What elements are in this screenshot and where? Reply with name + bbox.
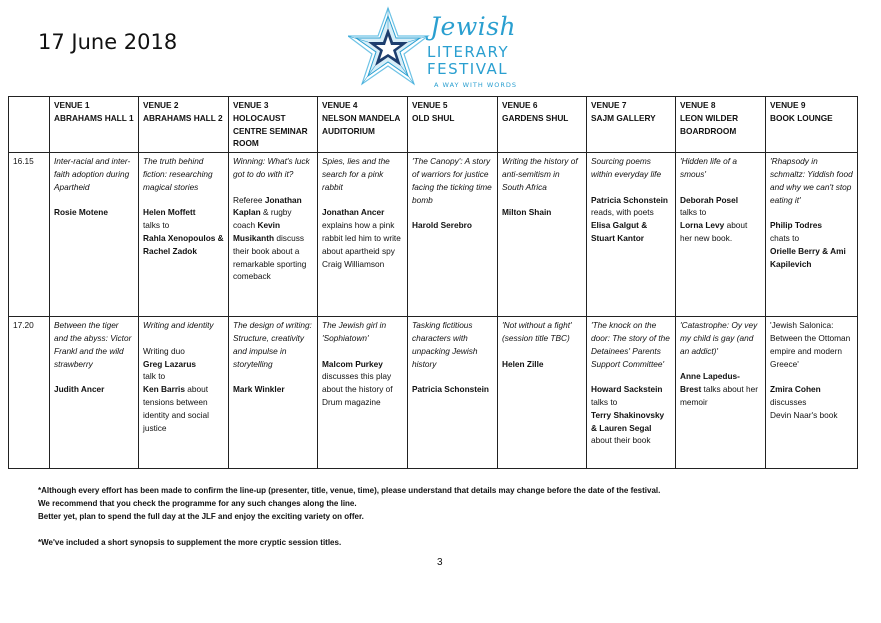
session-title: 'Catastrophe: Oy vey my child is gay (and an addict)' (680, 320, 758, 356)
session-description: Referee Jonathan Kaplan & rugby coach Kevin Musikanth discuss their book about a remarkable sporting comeback (233, 194, 307, 282)
venue-name: LEON WILDER BOARDROOM (680, 112, 739, 136)
session-connector: chats to (770, 232, 800, 243)
session-cell (408, 153, 498, 317)
session-description: about tensions between identity and social justice (143, 384, 209, 433)
presenter: Rosie Motene (54, 207, 108, 218)
session-row (9, 153, 858, 317)
venue-name: HOLOCAUST CENTRE SEMINAR ROOM (233, 112, 308, 149)
session-title: Writing the history of anti-semitism in South Africa (502, 156, 578, 192)
venue-header (229, 97, 318, 153)
session-cell (318, 153, 408, 317)
presenter: Harold Serebro (412, 220, 472, 231)
logo-tagline: A WAY WITH WORDS (434, 81, 518, 89)
session-connector: Writing duo (143, 345, 185, 356)
session-connector: talks to (591, 396, 618, 407)
guest: Rahla Xenopoulos & Rachel Zadok (143, 232, 224, 256)
session-title: Sourcing poems within everyday life (591, 156, 662, 179)
logo-word-jewish: Jewish (430, 12, 517, 41)
footnote-plan: Better yet, plan to spend the full day at the JLF and enjoy the exciting variety on offer. (38, 512, 364, 521)
presenter: Anne Lapedus-Brest (680, 371, 740, 395)
session-title: Inter-racial and inter-faith adoption during Apartheid (54, 156, 131, 192)
venue-name: ABRAHAMS HALL 2 (143, 112, 223, 123)
presenter: Patricia Schonstein (591, 194, 669, 205)
guest: Ken Barris (143, 384, 185, 395)
session-cell (50, 317, 139, 469)
presenter: Philip Todres (770, 220, 822, 231)
session-connector: talks to (680, 207, 707, 218)
session-title: Writing and identity (143, 320, 214, 331)
venue-header (676, 97, 766, 153)
session-cell (139, 153, 229, 317)
session-title: 'Rhapsody in schmaltz: Yiddish food and why we can't stop eating it' (770, 156, 853, 205)
corner-cell (9, 97, 50, 153)
venue-header (50, 97, 139, 153)
session-title: Winning: What's luck got to do with it? (233, 156, 310, 179)
page-number: 3 (437, 557, 443, 568)
presenter: Helen Zille (502, 358, 544, 369)
session-title: The Jewish girl in 'Sophiatown' (322, 320, 387, 343)
presenter: Deborah Posel (680, 194, 739, 205)
presenter: Patricia Schonstein (412, 384, 490, 395)
session-connector: discusses (770, 396, 807, 407)
session-cell (498, 153, 587, 317)
presenter: Helen Moffett (143, 207, 196, 218)
session-description: explains how a pink rabbit led him to write about apartheid spy Craig Williamson (322, 220, 401, 269)
session-title: Between the tiger and the abyss: Victor Frankl and the wild strawberry (54, 320, 132, 369)
festival-logo (348, 6, 538, 94)
guest: Orielle Berry & Ami Kapilevich (770, 245, 846, 269)
venue-name: BOOK LOUNGE (770, 112, 833, 123)
session-cell (229, 153, 318, 317)
session-cell (766, 317, 858, 469)
venue-header (408, 97, 498, 153)
venue-header (139, 97, 229, 153)
venue-number: VENUE 6 (502, 100, 538, 110)
session-time: 16.15 (9, 153, 50, 317)
session-title: 'Not without a fight' (session title TBC) (502, 320, 572, 343)
session-row (9, 317, 858, 469)
session-connector: reads, with poets (591, 207, 654, 218)
session-time: 17.20 (9, 317, 50, 469)
venue-header (318, 97, 408, 153)
session-title: Spies, lies and the search for a pink rabbit (322, 156, 390, 192)
guest: Lorna Levy (680, 220, 725, 231)
session-cell (498, 317, 587, 469)
session-cell (50, 153, 139, 317)
session-connector: talk to (143, 371, 166, 382)
guest: Elisa Galgut & Stuart Kantor (591, 220, 648, 243)
star-logo-icon (348, 6, 438, 94)
session-description: talks about her memoir (680, 384, 758, 407)
session-title: 'Jewish Salonica: Between the Ottoman empire and modern Greece' (770, 320, 851, 369)
venue-number: VENUE 3 (233, 100, 269, 110)
session-cell (229, 317, 318, 469)
session-description: Devin Naar's book (770, 409, 838, 420)
session-description: about their book (591, 435, 651, 446)
presenter: Zmira Cohen (770, 384, 821, 395)
presenter: Malcom Purkey (322, 358, 383, 369)
session-title: 'The Canopy': A story of warriors for justice facing the ticking time bomb (412, 156, 492, 205)
session-title: The truth behind fiction: researching magical stories (143, 156, 213, 192)
logo-word-literary: LITERARY (427, 43, 510, 61)
venue-header (587, 97, 676, 153)
logo-word-festival: FESTIVAL (427, 60, 509, 78)
session-cell (587, 153, 676, 317)
session-cell (676, 317, 766, 469)
session-connector: talks to (143, 220, 170, 231)
venue-number: VENUE 1 (54, 100, 90, 110)
venue-number: VENUE 9 (770, 100, 806, 110)
session-description: about her new book. (680, 220, 748, 243)
session-cell (139, 317, 229, 469)
venue-number: VENUE 7 (591, 100, 627, 110)
venue-number: VENUE 2 (143, 100, 179, 110)
venue-header (766, 97, 858, 153)
venue-number: VENUE 8 (680, 100, 716, 110)
presenter: Greg Lazarus (143, 358, 197, 369)
session-description: discusses this play about the history of Drum magazine (322, 371, 393, 407)
venue-header (498, 97, 587, 153)
session-cell (318, 317, 408, 469)
session-title: 'The knock on the door: The story of the Detainees' Parents Support Committee' (591, 320, 670, 369)
page-date: 17 June 2018 (38, 30, 178, 54)
venue-name: ABRAHAMS HALL 1 (54, 112, 134, 123)
venue-name: GARDENS SHUL (502, 112, 569, 123)
venue-name: NELSON MANDELA AUDITORIUM (322, 112, 401, 136)
session-cell (676, 153, 766, 317)
presenter: Mark Winkler (233, 384, 285, 395)
session-title: 'Hidden life of a smous' (680, 156, 737, 179)
venue-number: VENUE 5 (412, 100, 448, 110)
venue-header-row (9, 97, 858, 153)
session-title: The design of writing: Structure, creativity and impulse in storytelling (233, 320, 312, 369)
programme-table (8, 96, 858, 469)
presenter: Judith Ancer (54, 384, 105, 395)
session-cell (766, 153, 858, 317)
footnote-synopsis: *We've included a short synopsis to supplement the more cryptic session titles. (38, 538, 342, 547)
presenter: Jonathan Ancer (322, 207, 385, 218)
venue-name: SAJM GALLERY (591, 112, 656, 123)
guest: Terry Shakinovsky & Lauren Segal (591, 409, 665, 433)
footnote-check: We recommend that you check the programme for any such changes along the line. (38, 499, 357, 508)
session-cell (408, 317, 498, 469)
presenter: Milton Shain (502, 207, 552, 218)
footnote-disclaimer: *Although every effort has been made to confirm the line-up (presenter, title, venue, time), please understand that details may change before the date of the festival. (38, 486, 661, 495)
venue-name: OLD SHUL (412, 112, 455, 123)
presenter: Howard Sackstein (591, 384, 663, 395)
footnotes (38, 484, 858, 549)
session-title: Tasking fictitious characters with unpacking Jewish history (412, 320, 478, 369)
session-cell (587, 317, 676, 469)
venue-number: VENUE 4 (322, 100, 358, 110)
